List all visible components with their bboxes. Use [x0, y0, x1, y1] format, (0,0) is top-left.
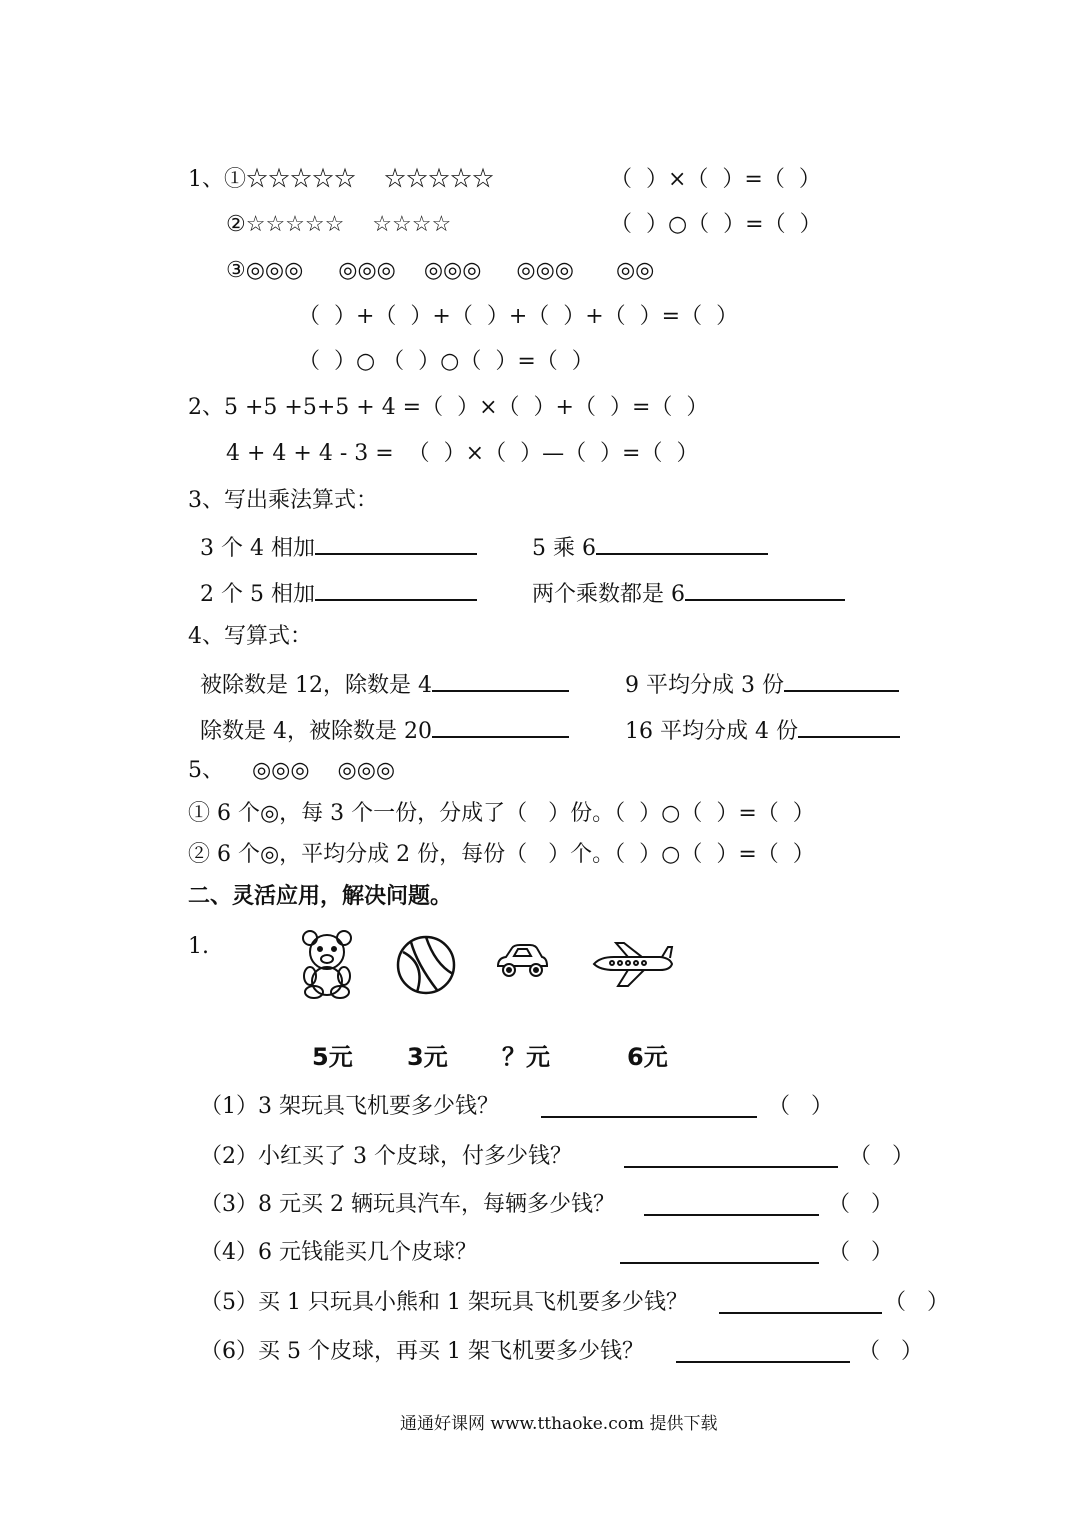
answer-blank[interactable]	[798, 714, 900, 738]
problem-6: （6）买 5 个皮球，再买 1 架飞机要多少钱？	[200, 1339, 644, 1364]
answer-blank[interactable]	[596, 531, 768, 555]
bear-price: 5元	[312, 1043, 353, 1071]
teddy-bear-icon	[298, 928, 356, 1000]
problem-4: （4）6 元钱能买几个皮球？	[200, 1240, 477, 1265]
q1-row1-equation: （ ）×（ ）=（ ）	[610, 167, 821, 192]
answer-blank[interactable]	[676, 1337, 850, 1363]
answer-blank[interactable]	[685, 577, 845, 601]
answer-paren: （ ）	[828, 1240, 893, 1265]
problem-2: （2）小红买了 3 个皮球，付多少钱？	[200, 1144, 572, 1169]
answer-blank[interactable]	[620, 1238, 819, 1264]
q1-row2-equation: （ ）○（ ）=（ ）	[610, 212, 822, 237]
q1-row5: （ ）○ （ ）○（ ）=（ ）	[298, 349, 594, 374]
answer-blank[interactable]	[432, 668, 569, 692]
q3-item-d: 两个乘数都是 6	[532, 577, 845, 610]
q5-item-a: ① 6 个◎，每 3 个一份，分成了（ ）份。（ ）○（ ）=（ ）	[188, 801, 815, 826]
airplane-icon	[590, 940, 674, 992]
q3-item-a: 3 个 4 相加	[200, 531, 477, 564]
page-footer: 通通好课网 www.tthaoke.com 提供下载	[400, 1414, 718, 1434]
q3-item-c: 2 个 5 相加	[200, 577, 477, 610]
answer-blank[interactable]	[315, 577, 477, 601]
answer-paren: （ ）	[884, 1290, 949, 1315]
ball-price: 3元	[407, 1043, 448, 1071]
beach-ball-icon	[395, 934, 457, 996]
answer-blank[interactable]	[644, 1190, 819, 1216]
problem-3: （3）8 元买 2 辆玩具汽车，每辆多少钱？	[200, 1192, 615, 1217]
car-price: ？元	[502, 1043, 550, 1071]
q1-row3: ③◎◎◎ ◎◎◎ ◎◎◎ ◎◎◎ ◎◎	[226, 258, 655, 283]
answer-blank[interactable]	[719, 1288, 882, 1314]
answer-blank[interactable]	[315, 531, 477, 555]
answer-paren: （ ）	[858, 1339, 923, 1364]
q5-title: 5、 ◎◎◎ ◎◎◎	[188, 758, 396, 783]
q1-row1: 1、①☆☆☆☆☆ ☆☆☆☆☆	[188, 167, 494, 192]
section2-q1-label: 1.	[188, 934, 209, 959]
q3-title: 3、写出乘法算式：	[188, 488, 378, 513]
answer-paren: （ ）	[828, 1192, 893, 1217]
q4-item-b: 9 平均分成 3 份	[625, 668, 899, 701]
q4-item-d: 16 平均分成 4 份	[625, 714, 900, 747]
answer-blank[interactable]	[784, 668, 899, 692]
problem-1: （1）3 架玩具飞机要多少钱？	[200, 1094, 499, 1119]
q5-item-b: ② 6 个◎，平均分成 2 份，每份（ ）个。（ ）○（ ）=（ ）	[188, 842, 815, 867]
q4-item-c: 除数是 4，被除数是 20	[200, 714, 569, 747]
answer-blank[interactable]	[541, 1092, 757, 1118]
toy-car-icon	[494, 940, 550, 980]
q2-row1: 2、5 +5 +5+5 + 4 =（ ）×（ ）+（ ）=（ ）	[188, 395, 709, 420]
section2-heading: 二、灵活应用，解决问题。	[188, 884, 453, 909]
answer-paren: （ ）	[768, 1094, 833, 1119]
q2-row2: 4 + 4 + 4 - 3 = （ ）×（ ）—（ ）=（ ）	[226, 441, 699, 466]
answer-blank[interactable]	[432, 714, 569, 738]
q4-item-a: 被除数是 12，除数是 4	[200, 668, 569, 701]
q1-row4: （ ）+（ ）+（ ）+（ ）+（ ）=（ ）	[298, 304, 739, 329]
answer-paren: （ ）	[849, 1144, 914, 1169]
q4-title: 4、写算式：	[188, 624, 312, 649]
q1-row2: ②☆☆☆☆☆ ☆☆☆☆	[226, 212, 452, 237]
q3-item-b: 5 乘 6	[532, 531, 768, 564]
plane-price: 6元	[627, 1043, 668, 1071]
answer-blank[interactable]	[624, 1142, 838, 1168]
problem-5: （5）买 1 只玩具小熊和 1 架玩具飞机要多少钱？	[200, 1290, 688, 1315]
